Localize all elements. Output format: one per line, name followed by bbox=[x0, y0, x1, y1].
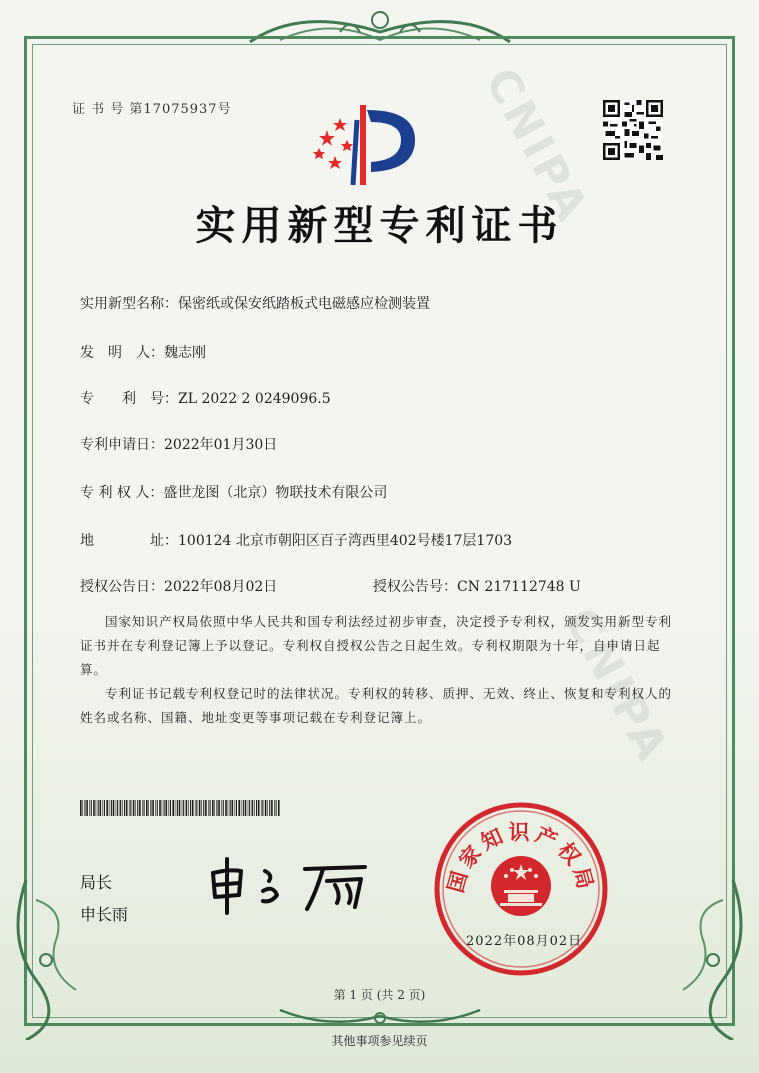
body-paragraph-2: 专利证书记载专利权登记时的法律状况。专利权的转移、质押、无效、终止、恢复和专利权人的姓名或名称、国籍、地址变更等事项记载在专利登记簿上。 bbox=[80, 686, 673, 725]
watermark-text: CNIPA bbox=[554, 600, 679, 773]
official-seal-stamp bbox=[432, 800, 610, 978]
patent-number-value: ZL 2022 2 0249096.5 bbox=[178, 391, 331, 407]
body-paragraph-1: 国家知识产权局依照中华人民共和国专利法经过初步审查，决定授予专利权，颁发实用新型专利证书并在专利登记簿上予以登记。专利权自授权公告之日起生效。专利权期限为十年，自申请日起算。 bbox=[80, 614, 673, 677]
patent-number-label: 专 利 号： bbox=[80, 391, 178, 407]
address-row bbox=[80, 530, 512, 550]
certificate-number: 证 书 号 第17075937号 bbox=[72, 102, 232, 117]
filing-date-value: 2022年01月30日 bbox=[164, 437, 278, 453]
inventor-value: 魏志刚 bbox=[164, 345, 206, 361]
patent-holder-value: 盛世龙图（北京）物联技术有限公司 bbox=[163, 485, 388, 501]
grant-date-label: 授权公告日： bbox=[80, 579, 164, 595]
utility-model-name-value: 保密纸或保安纸踏板式电磁感应检测装置 bbox=[178, 296, 430, 312]
page-number: 第 1 页 (共 2 页) bbox=[333, 988, 426, 1002]
grant-date-value: 2022年08月02日 bbox=[164, 579, 278, 595]
continuation-note: 其他事项参见续页 bbox=[331, 1034, 428, 1048]
inventor-row bbox=[80, 342, 206, 362]
filing-date-row bbox=[80, 434, 277, 454]
grant-number-label: 授权公告号： bbox=[373, 579, 457, 595]
grant-date-row bbox=[80, 576, 277, 596]
seal-text: 国家知识产权局 bbox=[442, 819, 600, 896]
bottom-right-ornament bbox=[663, 880, 753, 1040]
qr-code-icon bbox=[603, 100, 663, 160]
utility-model-name-label: 实用新型名称： bbox=[80, 296, 178, 312]
bottom-ornament bbox=[270, 1006, 490, 1032]
grant-number-row bbox=[373, 576, 581, 596]
utility-model-name-row bbox=[80, 293, 430, 313]
address-value: 100124 北京市朝阳区百子湾西里402号楼17层1703 bbox=[178, 533, 513, 549]
patent-holder-label: 专 利 权 人： bbox=[80, 485, 164, 501]
inventor-label: 发 明 人： bbox=[80, 345, 164, 361]
address-label: 地 址： bbox=[80, 533, 178, 549]
certificate-title: 实用新型专利证书 bbox=[195, 202, 564, 249]
watermark-text: CNIPA bbox=[474, 60, 599, 233]
filing-date-label: 专利申请日： bbox=[80, 437, 164, 453]
grant-number-value: CN 217112748 U bbox=[457, 579, 581, 595]
cnipa-emblem-icon bbox=[305, 100, 425, 190]
patent-number-row bbox=[80, 388, 331, 408]
seal-date: 2022年08月02日 bbox=[466, 934, 583, 949]
director-name: 申长雨 bbox=[80, 905, 129, 924]
patent-holder-row bbox=[80, 482, 387, 502]
handwritten-signature bbox=[205, 855, 380, 915]
director-title: 局长 bbox=[80, 873, 113, 892]
barcode-icon bbox=[80, 800, 280, 816]
